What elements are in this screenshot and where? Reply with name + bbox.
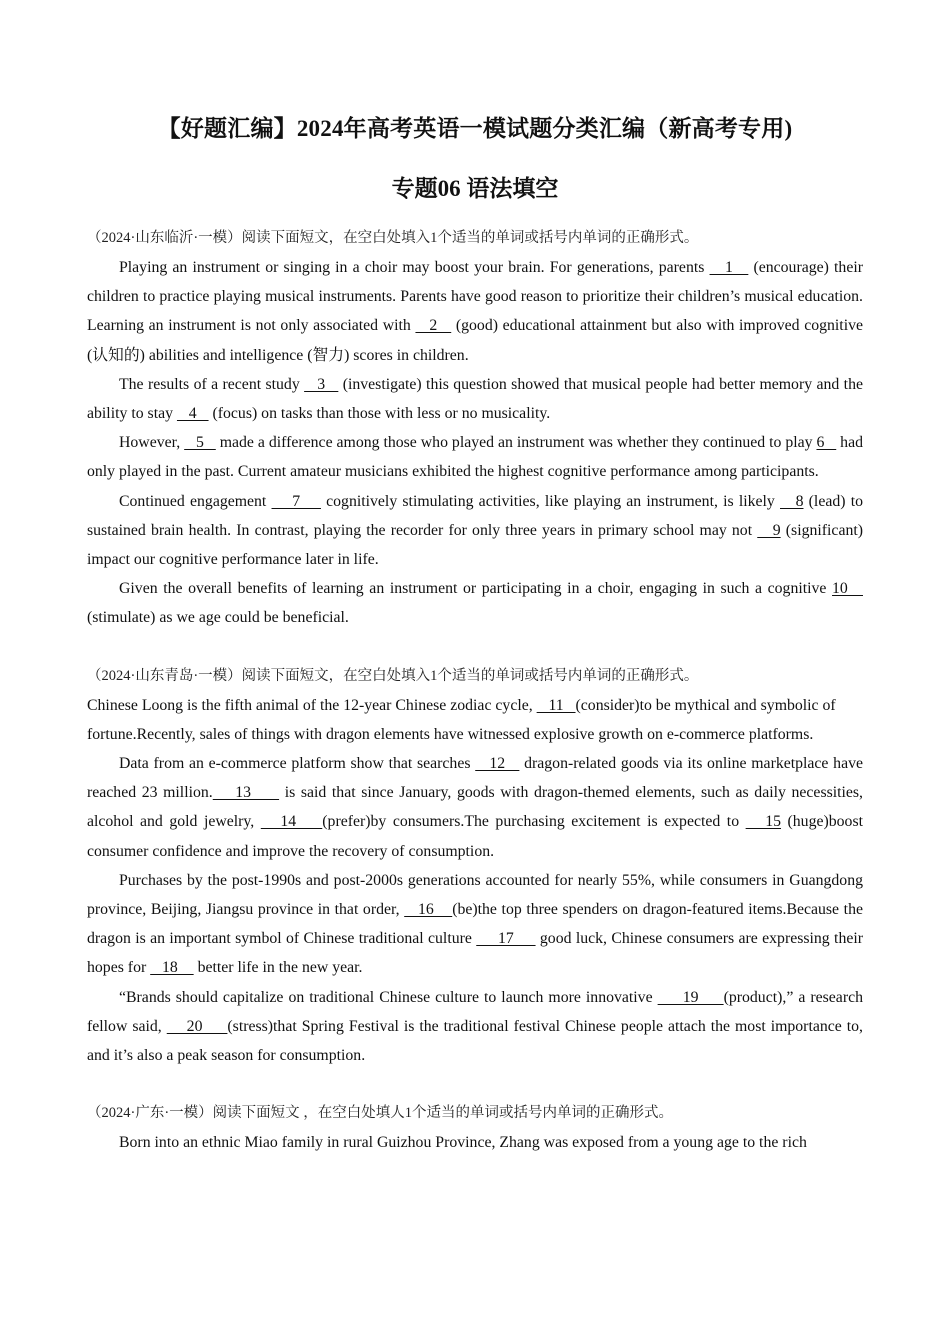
blank-17[interactable]: 17 xyxy=(476,930,536,948)
passage-2-paragraph-4: “Brands should capitalize on traditional Chinese culture to launch more innovative 19 (product),” a research fellow said, 20 (stress)that Spring Festival is the traditional festival Chinese people attach the most importance to, and it’s also a peak season for consumption. xyxy=(87,988,863,1065)
passage-2-paragraph-2: Data from an e-commerce platform show that searches 12 dragon-related goods via its online marketplace have reached 23 million. 13 is said that since January, goods with dragon-themed elements, such as daily necessities, alcohol and gold jewelry, 14 (prefer)by consumers.The purchasing excitement is expected to 15 (huge)boost consumer confidence and improve the recovery of consumption. xyxy=(87,755,864,860)
section-spacer xyxy=(87,633,863,662)
blank-5[interactable]: 5 xyxy=(184,434,216,452)
passage-2-instruction: （2024·山东青岛·一模）阅读下面短文，在空白处填入1个适当的单词或括号内单词的正确形式。 xyxy=(87,667,699,684)
document-title: 【好题汇编】2024年高考英语一模试题分类汇编（新高考专用) xyxy=(157,116,793,141)
blank-6[interactable]: 6 xyxy=(816,434,837,452)
blank-11[interactable]: 11 xyxy=(536,696,576,714)
blank-9[interactable]: 9 xyxy=(757,521,781,539)
passage-1-paragraph-3: However, 5 made a difference among those who played an instrument was whether they continued to play 6 had only played in the past. Current amateur musicians exhibited the highest cognitive performance among participants. xyxy=(87,434,863,481)
blank-20[interactable]: 20 xyxy=(166,1017,228,1035)
blank-16[interactable]: 16 xyxy=(404,901,453,919)
blank-3[interactable]: 3 xyxy=(304,375,339,393)
passage-1 xyxy=(87,224,863,633)
passage-1-paragraph-1: Playing an instrument or singing in a choir may boost your brain. For generations, parents 1 (encourage) their children to practice playing musical instruments. Parents have good reason to prioritize their children’s musical education. Learning an instrument is not only associated with 2 (good) educational attainment but also with improved cognitive (认知的) abilities and intelligence (智力) scores in children. xyxy=(87,259,863,364)
blank-19[interactable]: 19 xyxy=(657,988,724,1006)
blank-4[interactable]: 4 xyxy=(176,405,209,423)
passage-1-paragraph-2: The results of a recent study 3 (investigate) this question showed that musical people had better memory and the ability to stay 4 (focus) on tasks than those with less or no musicality. xyxy=(87,375,863,423)
blank-8[interactable]: 8 xyxy=(780,492,804,510)
passage-3-instruction: （2024·广东·一模）阅读下面短文 ，在空白处填人1个适当的单词或括号内单词的正确形式。 xyxy=(87,1105,674,1122)
passage-1-paragraph-5: Given the overall benefits of learning an instrument or participating in a choir, engaging in such a cognitive 10 (stimulate) as we age could be beneficial. xyxy=(87,580,863,627)
blank-7[interactable]: 7 xyxy=(271,492,321,510)
passage-3 xyxy=(87,1099,863,1157)
blank-18[interactable]: 18 xyxy=(150,959,194,977)
blank-2[interactable]: 2 xyxy=(415,317,452,335)
passage-2 xyxy=(87,662,863,1071)
passage-2-paragraph-3: Purchases by the post-1990s and post-2000s generations accounted for nearly 55%, while consumers in Guangdong province, Beijing, Jiangsu province in that order, 16 (be)the top three spenders on dragon-featured items.Because the dragon is an important symbol of Chinese traditional culture 17 good luck, Chinese consumers are expressing their hopes for 18 better life in the new year. xyxy=(87,871,863,977)
passage-3-paragraph-1: Born into an ethnic Miao family in rural Guizhou Province, Zhang was exposed from a young age to the rich xyxy=(119,1134,807,1152)
blank-15[interactable]: 15 xyxy=(745,813,781,831)
blank-12[interactable]: 12 xyxy=(475,755,520,773)
blank-14[interactable]: 14 xyxy=(260,813,323,831)
blank-13[interactable]: 13 xyxy=(212,784,280,802)
passage-2-paragraph-1: Chinese Loong is the fifth animal of the 12-year Chinese zodiac cycle, 11 (consider)to be mythical and symbolic of fortune.Recently, sales of things with dragon elements have witnessed explosive growth on e-commerce platforms. xyxy=(87,696,836,743)
blank-1[interactable]: 1 xyxy=(709,259,749,276)
blank-10[interactable]: 10 xyxy=(832,580,863,598)
passage-1-paragraph-4: Continued engagement 7 cognitively stimulating activities, like playing an instrument, is likely 8 (lead) to sustained brain health. In contrast, playing the recorder for only three years in primary school may not 9 (significant) impact our cognitive performance later in life. xyxy=(87,492,864,569)
section-spacer xyxy=(87,1070,863,1099)
passage-1-instruction: （2024·山东临沂·一模）阅读下面短文，在空白处填入1个适当的单词或括号内单词的正确形式。 xyxy=(87,230,699,246)
document-subtitle: 专题06 语法填空 xyxy=(391,176,559,201)
